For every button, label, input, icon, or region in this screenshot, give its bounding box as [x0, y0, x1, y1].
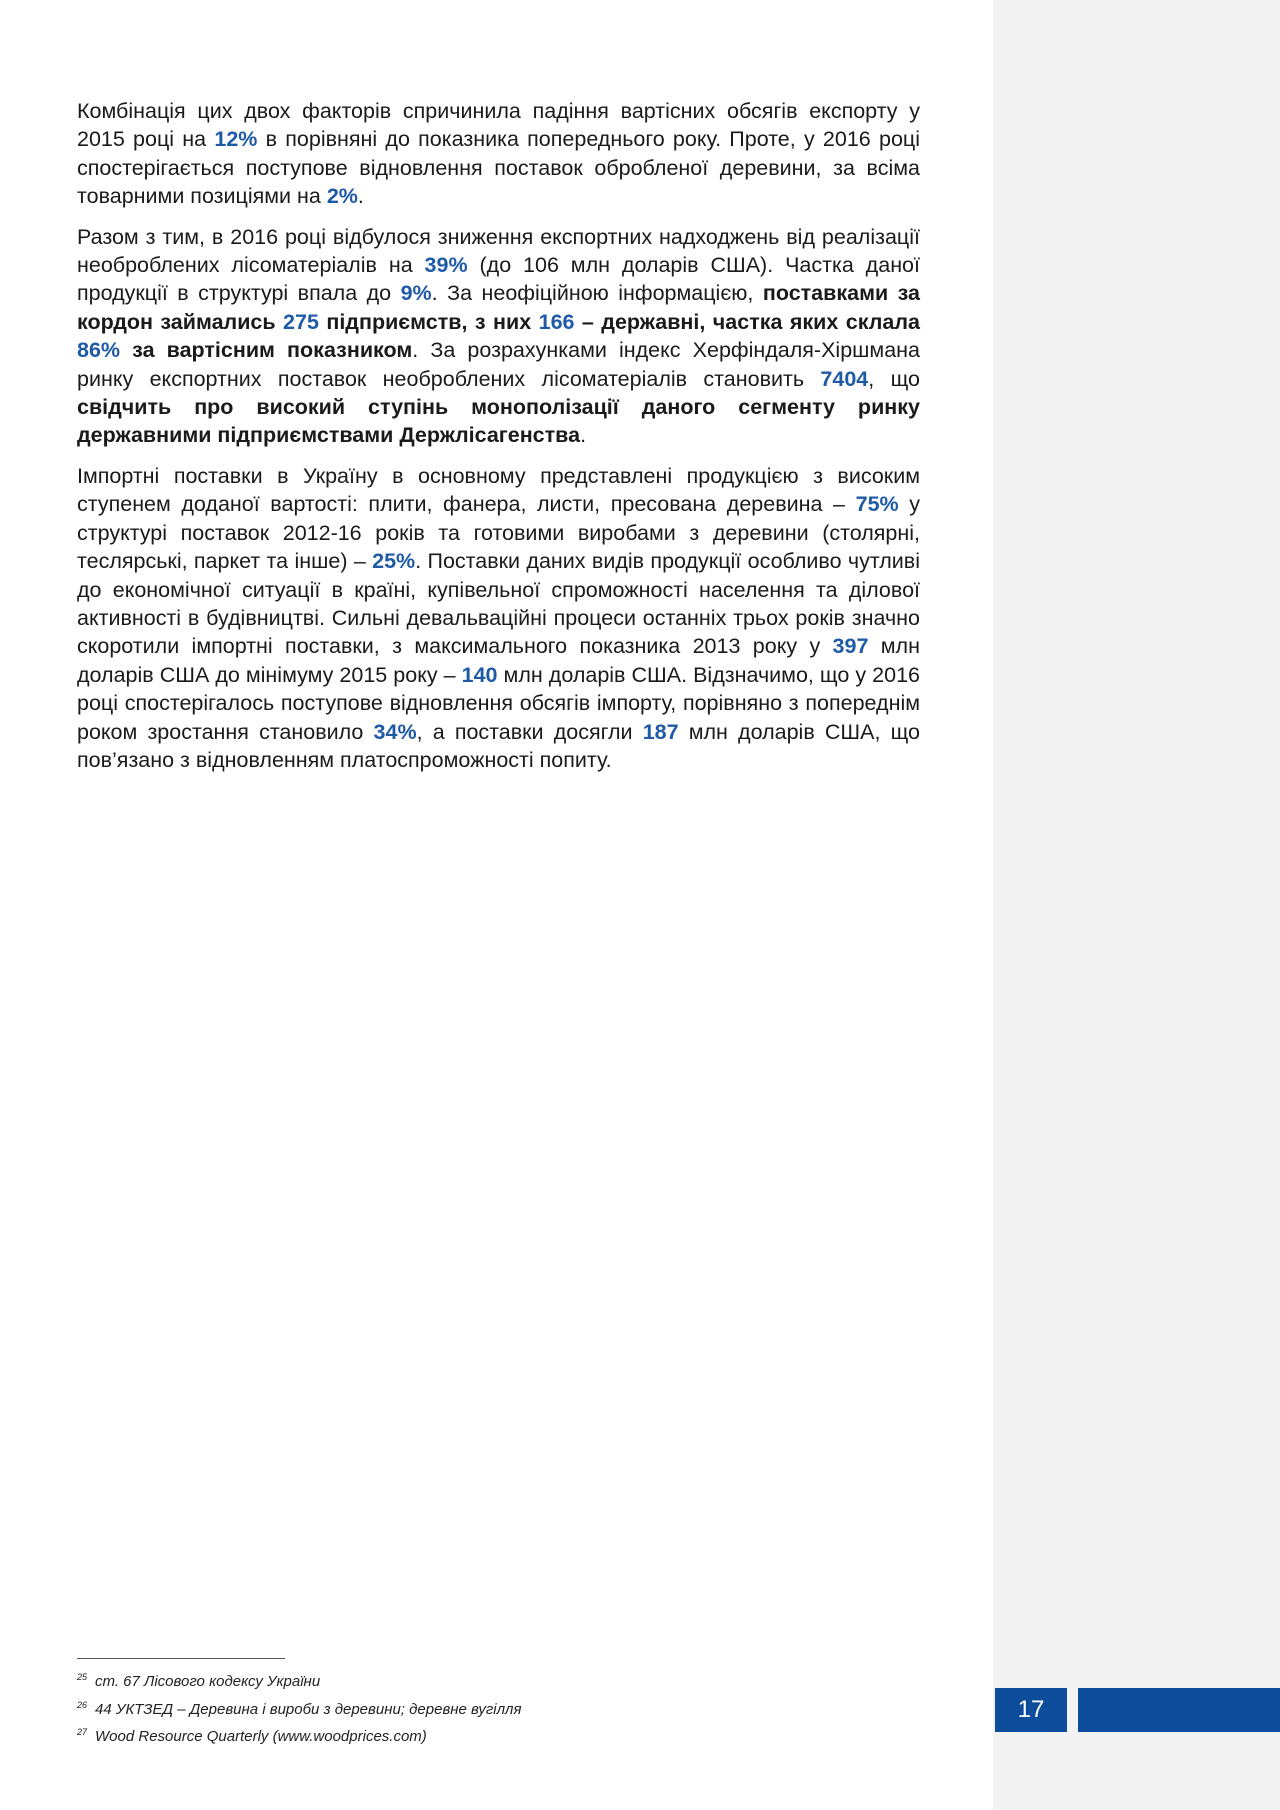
highlighted-figure: 2%	[326, 184, 358, 209]
text-run: млн доларів США, що пов’язано з відновленням платоспроможності попиту.	[77, 719, 920, 772]
text-run: , що	[868, 366, 920, 391]
text-run: Комбінація цих двох факторів спричинила падіння вартісних обсягів експорту у 2015 році на	[77, 99, 920, 152]
text-run: млн доларів США до мінімуму 2015 року –	[77, 634, 920, 687]
bold-text: за вартісним показником	[120, 338, 413, 363]
text-run: . За розрахунками індекс Херфіндаля-Хіршмана ринку експортних поставок необроблених лісоматеріалів становить	[77, 338, 920, 391]
bold-text: – державні, частка яких склала	[574, 309, 920, 334]
highlighted-figure: 166	[538, 309, 575, 334]
text-run: .	[580, 423, 587, 448]
footnote-25	[77, 1666, 897, 1694]
highlighted-figure: 12%	[214, 127, 258, 152]
page-number-bar	[1078, 1688, 1280, 1732]
text-run: Разом з тим, в 2016 році відбулося зниження експортних надходжень від реалізації необроблених лісоматеріалів на	[77, 224, 920, 278]
highlighted-figure: 187	[642, 719, 679, 744]
paragraph-unprocessed-timber	[77, 223, 920, 450]
bold-text: поставками за кордон займались	[77, 281, 921, 334]
footnote-number: 25	[77, 1672, 88, 1682]
text-run: , а поставки досягли	[416, 719, 643, 744]
highlighted-figure: 140	[461, 662, 498, 687]
highlighted-figure: 34%	[373, 719, 417, 744]
footnote-text: 44 УКТЗЕД – Деревина і вироби з деревини; деревне вугілля	[95, 1700, 522, 1718]
bold-text: підприємств, з них	[318, 309, 539, 334]
footnote-text: ст. 67 Лісового кодексу України	[95, 1673, 321, 1690]
body-text	[77, 97, 920, 786]
text-run: в порівняні до показника попереднього року. Проте, у 2016 році спостерігається поступове відновлення поставок обробленої деревини, за всіма товарними позиціями на	[77, 127, 920, 209]
text-run: млн доларів США. Відзначимо, що у 2016 році спостерігалось поступове відновлення обсягів імпорту, порівняно з попереднім роком зростання становило	[77, 662, 920, 744]
highlighted-figure: 9%	[400, 281, 432, 306]
highlighted-figure: 397	[832, 634, 869, 659]
highlighted-figure: 86%	[77, 338, 121, 363]
highlighted-figure: 7404	[820, 366, 869, 391]
footnote-number: 26	[77, 1699, 88, 1710]
text-run: (до 106 млн доларів США). Частка даної продукції в структурі впала до	[77, 253, 920, 306]
footnotes	[77, 1666, 897, 1749]
text-run: у структурі поставок 2012-16 років та готовими виробами з деревини (столярні, теслярські, паркет та інше) –	[77, 492, 920, 574]
paragraph-imports	[77, 462, 920, 774]
footnote-26	[77, 1694, 897, 1722]
text-run: Імпортні поставки в Україну в основному представлені продукцією з високим ступенем доданої вартості: плити, фанера, листи, пресована деревина –	[77, 463, 920, 517]
footnote-divider	[77, 1658, 285, 1659]
footnote-text: Wood Resource Quarterly (www.woodprices.com)	[95, 1728, 427, 1745]
highlighted-figure: 75%	[855, 492, 899, 517]
highlighted-figure: 25%	[372, 549, 416, 574]
footnote-27	[77, 1721, 897, 1749]
highlighted-figure: 275	[283, 309, 319, 334]
page-number: 17	[995, 1688, 1067, 1732]
footnote-number: 27	[77, 1727, 88, 1737]
paragraph-exports-decline	[77, 97, 920, 211]
bold-text: свідчить про високий ступінь монополізації даного сегменту ринку державними підприємствами Держлісагенства	[77, 395, 920, 448]
text-run: . За неофіційною інформацією,	[431, 281, 763, 306]
text-run: . Поставки даних видів продукції особливо чутливі до економічної ситуації в країні, купівельної спроможності населення та ділової активності в будівництві. Сильні девальваційні процеси останніх трьох років значно скоротили імпортні поставки, з максимального показника 2013 року у	[77, 549, 920, 659]
text-run: .	[357, 184, 364, 209]
highlighted-figure: 39%	[424, 253, 468, 278]
right-margin-panel	[993, 0, 1280, 1810]
